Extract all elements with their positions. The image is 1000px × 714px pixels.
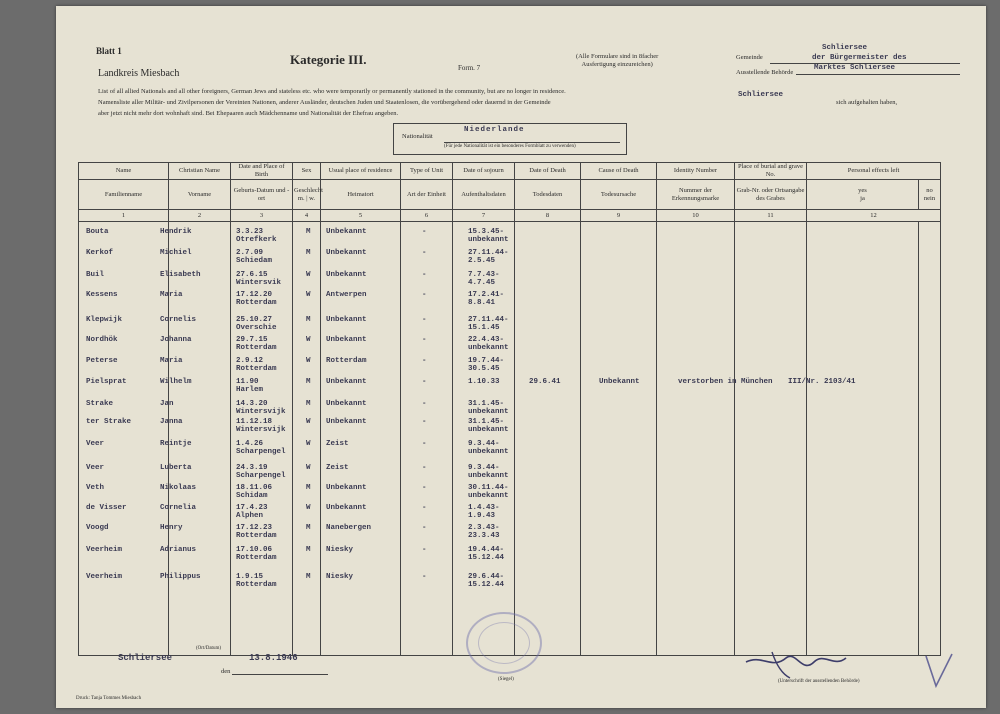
sex-cell: W	[306, 357, 311, 365]
col-number: 3	[231, 210, 293, 222]
col-name-de: Familienname	[79, 180, 169, 210]
surname-cell: Kerkof	[86, 249, 114, 257]
unit-cell: -	[422, 357, 427, 365]
col-death-cause-en: Cause of Death	[581, 163, 657, 180]
sex-cell: M	[306, 249, 311, 257]
category-title: Kategorie III.	[290, 52, 367, 67]
col-number: 1	[79, 210, 169, 222]
official-seal	[466, 612, 542, 674]
col-identity-en: Identity Number	[657, 163, 735, 180]
first-name-cell: Hendrik	[160, 228, 192, 236]
authority-line2: Marktes Schliersee	[814, 64, 896, 72]
col-number: 9	[581, 210, 657, 222]
residence-cell: Unbekannt	[326, 336, 367, 344]
col-death-date-de: Todesdaten	[515, 180, 581, 210]
birth-cell: 27.6.15 Wintersvik	[236, 271, 282, 287]
surname-cell: Voogd	[86, 524, 109, 532]
birth-cell: 18.11.06 Schidam	[236, 484, 273, 500]
unit-cell: -	[422, 271, 427, 279]
sex-cell: M	[306, 524, 311, 532]
sex-cell: W	[306, 336, 311, 344]
residence-cell: Unbekannt	[326, 484, 367, 492]
table-row	[78, 440, 940, 462]
sex-cell: M	[306, 228, 311, 236]
sojourn-cell: 9.3.44- unbekannt	[468, 464, 509, 480]
birth-cell: 14.3.20 Wintersvijk	[236, 400, 286, 416]
sojourn-cell: 9.3.44- unbekannt	[468, 440, 509, 456]
first-name-cell: Henry	[160, 524, 183, 532]
col-burial-de: Grab-Nr. oder Ortsangabe des Grabes	[735, 180, 807, 210]
surname-cell: Bouta	[86, 228, 109, 236]
date-place-label: (Ort/Datum)	[196, 646, 221, 651]
table-row	[78, 573, 940, 595]
residence-cell: Niesky	[326, 573, 354, 581]
date-value: 13.8.1946	[249, 653, 298, 663]
authority-line1: der Bürgermeister des	[812, 54, 907, 62]
first-name-cell: Luberta	[160, 464, 192, 472]
sheet-number: Blatt 1	[96, 46, 122, 56]
col-number: 6	[401, 210, 453, 222]
table-row	[78, 291, 940, 313]
surname-cell: ter Strake	[86, 418, 132, 426]
col-name-en: Name	[79, 163, 169, 180]
birth-cell: 11.90 Harlem	[236, 378, 264, 394]
table-row	[78, 316, 940, 338]
birth-cell: 11.12.18 Wintersvijk	[236, 418, 286, 434]
table-row	[78, 418, 940, 440]
col-effects-no: no nein	[919, 180, 941, 210]
col-number: 11	[735, 210, 807, 222]
sex-cell: M	[306, 316, 311, 324]
sojourn-cell: 15.3.45- unbekannt	[468, 228, 509, 244]
col-number: 10	[657, 210, 735, 222]
residence-cell: Unbekannt	[326, 249, 367, 257]
col-number: 7	[453, 210, 515, 222]
first-name-cell: Cornelis	[160, 316, 197, 324]
surname-cell: Klepwijk	[86, 316, 123, 324]
intro-line-3: aber jetzt nicht mehr dort wohnhaft sind. Bei Ehepaaren auch Mädchenname und Nationalität der Ehefrau angeben.	[98, 110, 399, 117]
residence-cell: Unbekannt	[326, 400, 367, 408]
col-death-date-en: Date of Death	[515, 163, 581, 180]
community-value: Schliersee	[822, 44, 868, 52]
unit-cell: -	[422, 336, 427, 344]
surname-cell: de Visser	[86, 504, 127, 512]
death-date-cell: 29.6.41	[529, 378, 561, 386]
district-label: Landkreis Miesbach	[98, 68, 180, 79]
col-christian-name-de: Vorname	[169, 180, 231, 210]
table-row	[78, 249, 940, 271]
col-effects-yes-no: yes ja	[807, 180, 919, 210]
copies-note-line1: (Alle Formulare sind in 8facher	[576, 53, 659, 60]
col-sex-de: Geschlecht m. | w.	[293, 180, 321, 210]
place-value: Schliersee	[118, 653, 173, 663]
nationality-label: Nationalität	[402, 133, 433, 140]
first-name-cell: Maria	[160, 291, 183, 299]
first-name-cell: Reintje	[160, 440, 192, 448]
burial-cell: III/Nr. 2103/41	[788, 378, 856, 386]
table-row	[78, 271, 940, 293]
death-cause-cell: Unbekannt	[599, 378, 640, 386]
unit-cell: -	[422, 400, 427, 408]
sojourn-cell: 17.2.41- 8.8.41	[468, 291, 505, 307]
residence-cell: Unbekannt	[326, 418, 367, 426]
first-name-cell: Nikolaas	[160, 484, 197, 492]
unit-cell: -	[422, 504, 427, 512]
birth-cell: 25.10.27 Overschie	[236, 316, 277, 332]
seal-label: (Siegel)	[498, 677, 514, 682]
first-name-cell: Jan	[160, 400, 174, 408]
intro-line-2-end: sich aufgehalten haben,	[836, 99, 898, 106]
birth-cell: 17.10.06 Rotterdam	[236, 546, 277, 562]
col-number: 8	[515, 210, 581, 222]
residence-cell: Unbekannt	[326, 316, 367, 324]
sex-cell: W	[306, 504, 311, 512]
sex-cell: M	[306, 573, 311, 581]
intro-line-2: Namensliste aller Militär- und Zivilpersonen der Vereinten Nationen, anderer Ausländer, deutschen Juden und Staatenlosen, die vorübergehend oder dauernd in der Gemeinde	[98, 99, 551, 106]
col-birth-en: Date and Place of Birth	[231, 163, 293, 180]
residence-cell: Rotterdam	[326, 357, 367, 365]
nationality-note: (Für jede Nationalität ist ein besonderes Formblatt zu verwenden)	[444, 144, 576, 149]
col-birth-de: Geburts-Datum und -ort	[231, 180, 293, 210]
birth-cell: 2.9.12 Rotterdam	[236, 357, 277, 373]
sojourn-cell: 29.6.44- 15.12.44	[468, 573, 505, 589]
surname-cell: Peterse	[86, 357, 118, 365]
first-name-cell: Cornelia	[160, 504, 197, 512]
printer-note: Druck: Tanja Tommes Miesbach	[76, 696, 142, 701]
sojourn-cell: 31.1.45- unbekannt	[468, 418, 509, 434]
residence-cell: Unbekannt	[326, 228, 367, 236]
sojourn-cell: 7.7.43- 4.7.45	[468, 271, 500, 287]
pencil-check-mark	[922, 650, 958, 692]
sex-cell: M	[306, 546, 311, 554]
nationality-value: Niederlande	[464, 126, 525, 134]
issuing-authority-label: Ausstellende Behörde	[736, 69, 794, 76]
sex-cell: W	[306, 291, 311, 299]
sojourn-cell: 19.4.44- 15.12.44	[468, 546, 505, 562]
sojourn-cell: 19.7.44- 30.5.45	[468, 357, 505, 373]
birth-cell: 17.12.20 Rotterdam	[236, 291, 277, 307]
col-number: 4	[293, 210, 321, 222]
first-name-cell: Philippus	[160, 573, 201, 581]
document-page	[56, 6, 986, 708]
birth-cell: 24.3.19 Scharpengel	[236, 464, 286, 480]
residence-cell: Unbekannt	[326, 378, 367, 386]
nationality-box	[393, 123, 627, 155]
col-number: 12	[807, 210, 941, 222]
table-row	[78, 336, 940, 358]
birth-cell: 17.12.23 Rotterdam	[236, 524, 277, 540]
form-number: Form. 7	[458, 64, 481, 72]
residence-cell: Antwerpen	[326, 291, 367, 299]
unit-cell: -	[422, 378, 427, 386]
first-name-cell: Johanna	[160, 336, 192, 344]
sojourn-cell: 1.4.43- 1.9.43	[468, 504, 500, 520]
surname-cell: Pielsprat	[86, 378, 127, 386]
sex-cell: M	[306, 484, 311, 492]
copies-note-line2: Ausfertigung einzureichen)	[581, 61, 653, 68]
unit-cell: -	[422, 464, 427, 472]
identity-cell: verstorben in München	[678, 378, 773, 386]
sojourn-cell: 27.11.44- 15.1.45	[468, 316, 509, 332]
col-death-cause-de: Todesursache	[581, 180, 657, 210]
surname-cell: Nordhök	[86, 336, 118, 344]
surname-cell: Strake	[86, 400, 114, 408]
unit-cell: -	[422, 228, 427, 236]
residence-cell: Nanebergen	[326, 524, 372, 532]
residence-cell: Unbekannt	[326, 271, 367, 279]
signature-scribble	[742, 644, 852, 684]
first-name-cell: Wilhelm	[160, 378, 192, 386]
den-label: den	[221, 668, 231, 675]
unit-cell: -	[422, 484, 427, 492]
table-row	[78, 504, 940, 526]
sojourn-cell: 22.4.43- unbekannt	[468, 336, 509, 352]
unit-cell: -	[422, 546, 427, 554]
first-name-cell: Janna	[160, 418, 183, 426]
table-row	[78, 524, 940, 546]
first-name-cell: Elisabeth	[160, 271, 201, 279]
sojourn-cell: 30.11.44- unbekannt	[468, 484, 509, 500]
col-christian-name-en: Christian Name	[169, 163, 231, 180]
sojourn-cell: 31.1.45- unbekannt	[468, 400, 509, 416]
surname-cell: Buil	[86, 271, 105, 279]
surname-cell: Kessens	[86, 291, 118, 299]
sex-cell: W	[306, 440, 311, 448]
birth-cell: 17.4.23 Alphen	[236, 504, 268, 520]
col-number: 2	[169, 210, 231, 222]
sojourn-cell: 2.3.43- 23.3.43	[468, 524, 500, 540]
sex-cell: W	[306, 464, 311, 472]
intro-line-1: List of all allied Nationals and all other foreigners, German Jews and stateless etc. who were temporarily or permanently stationed in the community, but are no longer in residence.	[98, 88, 566, 95]
birth-cell: 3.3.23 Otrefkerk	[236, 228, 277, 244]
col-sojourn-de: Aufenthaltsdaten	[453, 180, 515, 210]
unit-cell: -	[422, 418, 427, 426]
col-residence-en: Usual place of residence	[321, 163, 401, 180]
birth-cell: 1.9.15 Rotterdam	[236, 573, 277, 589]
sex-cell: W	[306, 418, 311, 426]
col-effects-en: Personal effects left	[807, 163, 941, 180]
unit-cell: -	[422, 573, 427, 581]
signature-label: (Unterschrift der ausstellenden Behörde)	[778, 679, 860, 684]
residence-cell: Unbekannt	[326, 504, 367, 512]
first-name-cell: Maria	[160, 357, 183, 365]
col-identity-de: Nummer der Erkennungsmarke	[657, 180, 735, 210]
surname-cell: Veerheim	[86, 573, 123, 581]
unit-cell: -	[422, 249, 427, 257]
col-unit-de: Art der Einheit	[401, 180, 453, 210]
first-name-cell: Adrianus	[160, 546, 197, 554]
first-name-cell: Michiel	[160, 249, 192, 257]
surname-cell: Veer	[86, 464, 105, 472]
sex-cell: W	[306, 271, 311, 279]
table-row	[78, 484, 940, 506]
col-sojourn-en: Date of sojourn	[453, 163, 515, 180]
sex-cell: M	[306, 400, 311, 408]
table-row	[78, 378, 940, 400]
surname-cell: Veer	[86, 440, 105, 448]
table-row	[78, 546, 940, 568]
col-unit-en: Type of Unit	[401, 163, 453, 180]
sojourn-cell: 27.11.44- 2.5.45	[468, 249, 509, 265]
table-row	[78, 464, 940, 486]
sex-cell: M	[306, 378, 311, 386]
col-number: 5	[321, 210, 401, 222]
community-label: Gemeinde	[736, 54, 763, 61]
residence-cell: Niesky	[326, 546, 354, 554]
residence-cell: Zeist	[326, 440, 349, 448]
birth-cell: 1.4.26 Scharpengel	[236, 440, 286, 456]
residence-cell: Zeist	[326, 464, 349, 472]
unit-cell: -	[422, 524, 427, 532]
birth-cell: 2.7.09 Schiedam	[236, 249, 273, 265]
sojourn-cell: 1.10.33	[468, 378, 500, 386]
table-row	[78, 357, 940, 379]
col-residence-de: Heimatort	[321, 180, 401, 210]
unit-cell: -	[422, 440, 427, 448]
table-row	[78, 228, 940, 250]
col-sex-en: Sex	[293, 163, 321, 180]
intro-place: Schliersee	[738, 91, 784, 99]
unit-cell: -	[422, 291, 427, 299]
register-rows	[78, 228, 940, 608]
col-burial-en: Place of burial and grave No.	[735, 163, 807, 180]
birth-cell: 29.7.15 Rotterdam	[236, 336, 277, 352]
surname-cell: Veth	[86, 484, 105, 492]
unit-cell: -	[422, 316, 427, 324]
surname-cell: Veerheim	[86, 546, 123, 554]
